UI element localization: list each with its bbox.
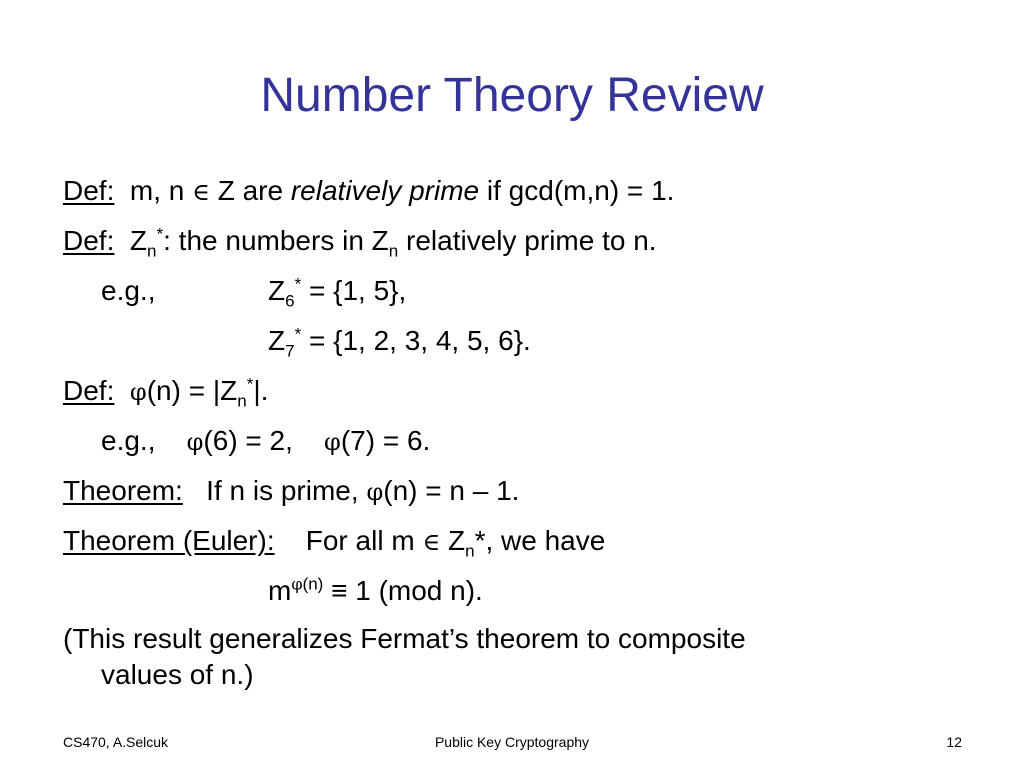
phi-symbol: φ — [129, 378, 147, 406]
subscript: n — [147, 241, 157, 261]
math-z: Z — [268, 275, 286, 306]
example-text: = {1, 2, 3, 4, 5, 6}. — [301, 325, 531, 356]
def-term: relatively prime — [290, 175, 480, 206]
theorem-label: Theorem (Euler): — [63, 525, 275, 556]
def-text: if gcd(m,n) = 1. — [479, 175, 675, 206]
def-text: |. — [253, 375, 269, 406]
theorem-text: For all m — [305, 525, 423, 556]
example-text: (7) = 6. — [340, 425, 431, 456]
superscript-star: * — [156, 224, 164, 244]
math-z: Z — [129, 225, 148, 256]
example-prefix: e.g., — [101, 425, 156, 456]
phi-symbol: φ — [186, 428, 204, 456]
example-z7-value — [268, 324, 531, 361]
example-text: (6) = 2, — [203, 425, 293, 456]
superscript-text: (n) — [302, 574, 324, 594]
def-label: Def: — [63, 375, 115, 406]
example-phi — [101, 424, 430, 459]
def-label: Def: — [63, 225, 115, 256]
subscript: n — [237, 391, 247, 411]
def-text: (n) = |Z — [146, 375, 238, 406]
def-zn-star — [63, 224, 657, 261]
phi-symbol: φ — [291, 574, 303, 594]
subscript: n — [388, 241, 399, 261]
phi-symbol: φ — [324, 428, 341, 456]
def-text: m, n — [129, 175, 193, 206]
math-z: Z — [268, 325, 286, 356]
note-line-2: values of n.) — [101, 659, 254, 690]
element-of-symbol: ∈ — [422, 528, 441, 556]
def-text: : the numbers in Z — [163, 225, 389, 256]
def-text: relatively prime to n. — [398, 225, 657, 256]
phi-symbol: φ — [366, 478, 384, 506]
example-text: = {1, 5}, — [301, 275, 407, 306]
subscript: n — [465, 541, 475, 561]
example-z6-value — [268, 274, 407, 311]
footer-author: CS470, A.Selcuk — [63, 734, 169, 750]
theorem-text: Z — [440, 525, 466, 556]
example-z6 — [101, 274, 155, 308]
example-prefix: e.g., — [101, 275, 156, 306]
def-relatively-prime — [63, 174, 674, 209]
theorem-text: If n is prime, — [206, 475, 367, 506]
superscript-star: * — [294, 324, 302, 344]
slide-title: Number Theory Review — [260, 69, 764, 122]
def-phi — [63, 374, 268, 409]
element-of-symbol: ∈ — [192, 178, 210, 206]
congruent-symbol: ≡ — [331, 575, 348, 606]
subscript: 6 — [285, 291, 295, 311]
euler-congruence — [268, 574, 483, 608]
note-line-1: (This result generalizes Fermat’s theorem to composite — [63, 623, 746, 654]
def-text: Z are — [209, 175, 291, 206]
theorem-text: *, we have — [474, 525, 606, 556]
superscript-star: * — [246, 374, 254, 394]
math-base: m — [268, 575, 292, 606]
theorem-prime — [63, 474, 519, 509]
theorem-euler — [63, 524, 605, 559]
subscript: 7 — [285, 341, 295, 361]
footer-page-number: 12 — [946, 734, 962, 750]
theorem-label: Theorem: — [63, 475, 183, 506]
def-label: Def: — [63, 175, 115, 206]
footer-topic: Public Key Cryptography — [434, 734, 590, 750]
superscript-star: * — [294, 274, 302, 294]
theorem-text: (n) = n – 1. — [383, 475, 520, 506]
theorem-text: 1 (mod n). — [347, 575, 483, 606]
